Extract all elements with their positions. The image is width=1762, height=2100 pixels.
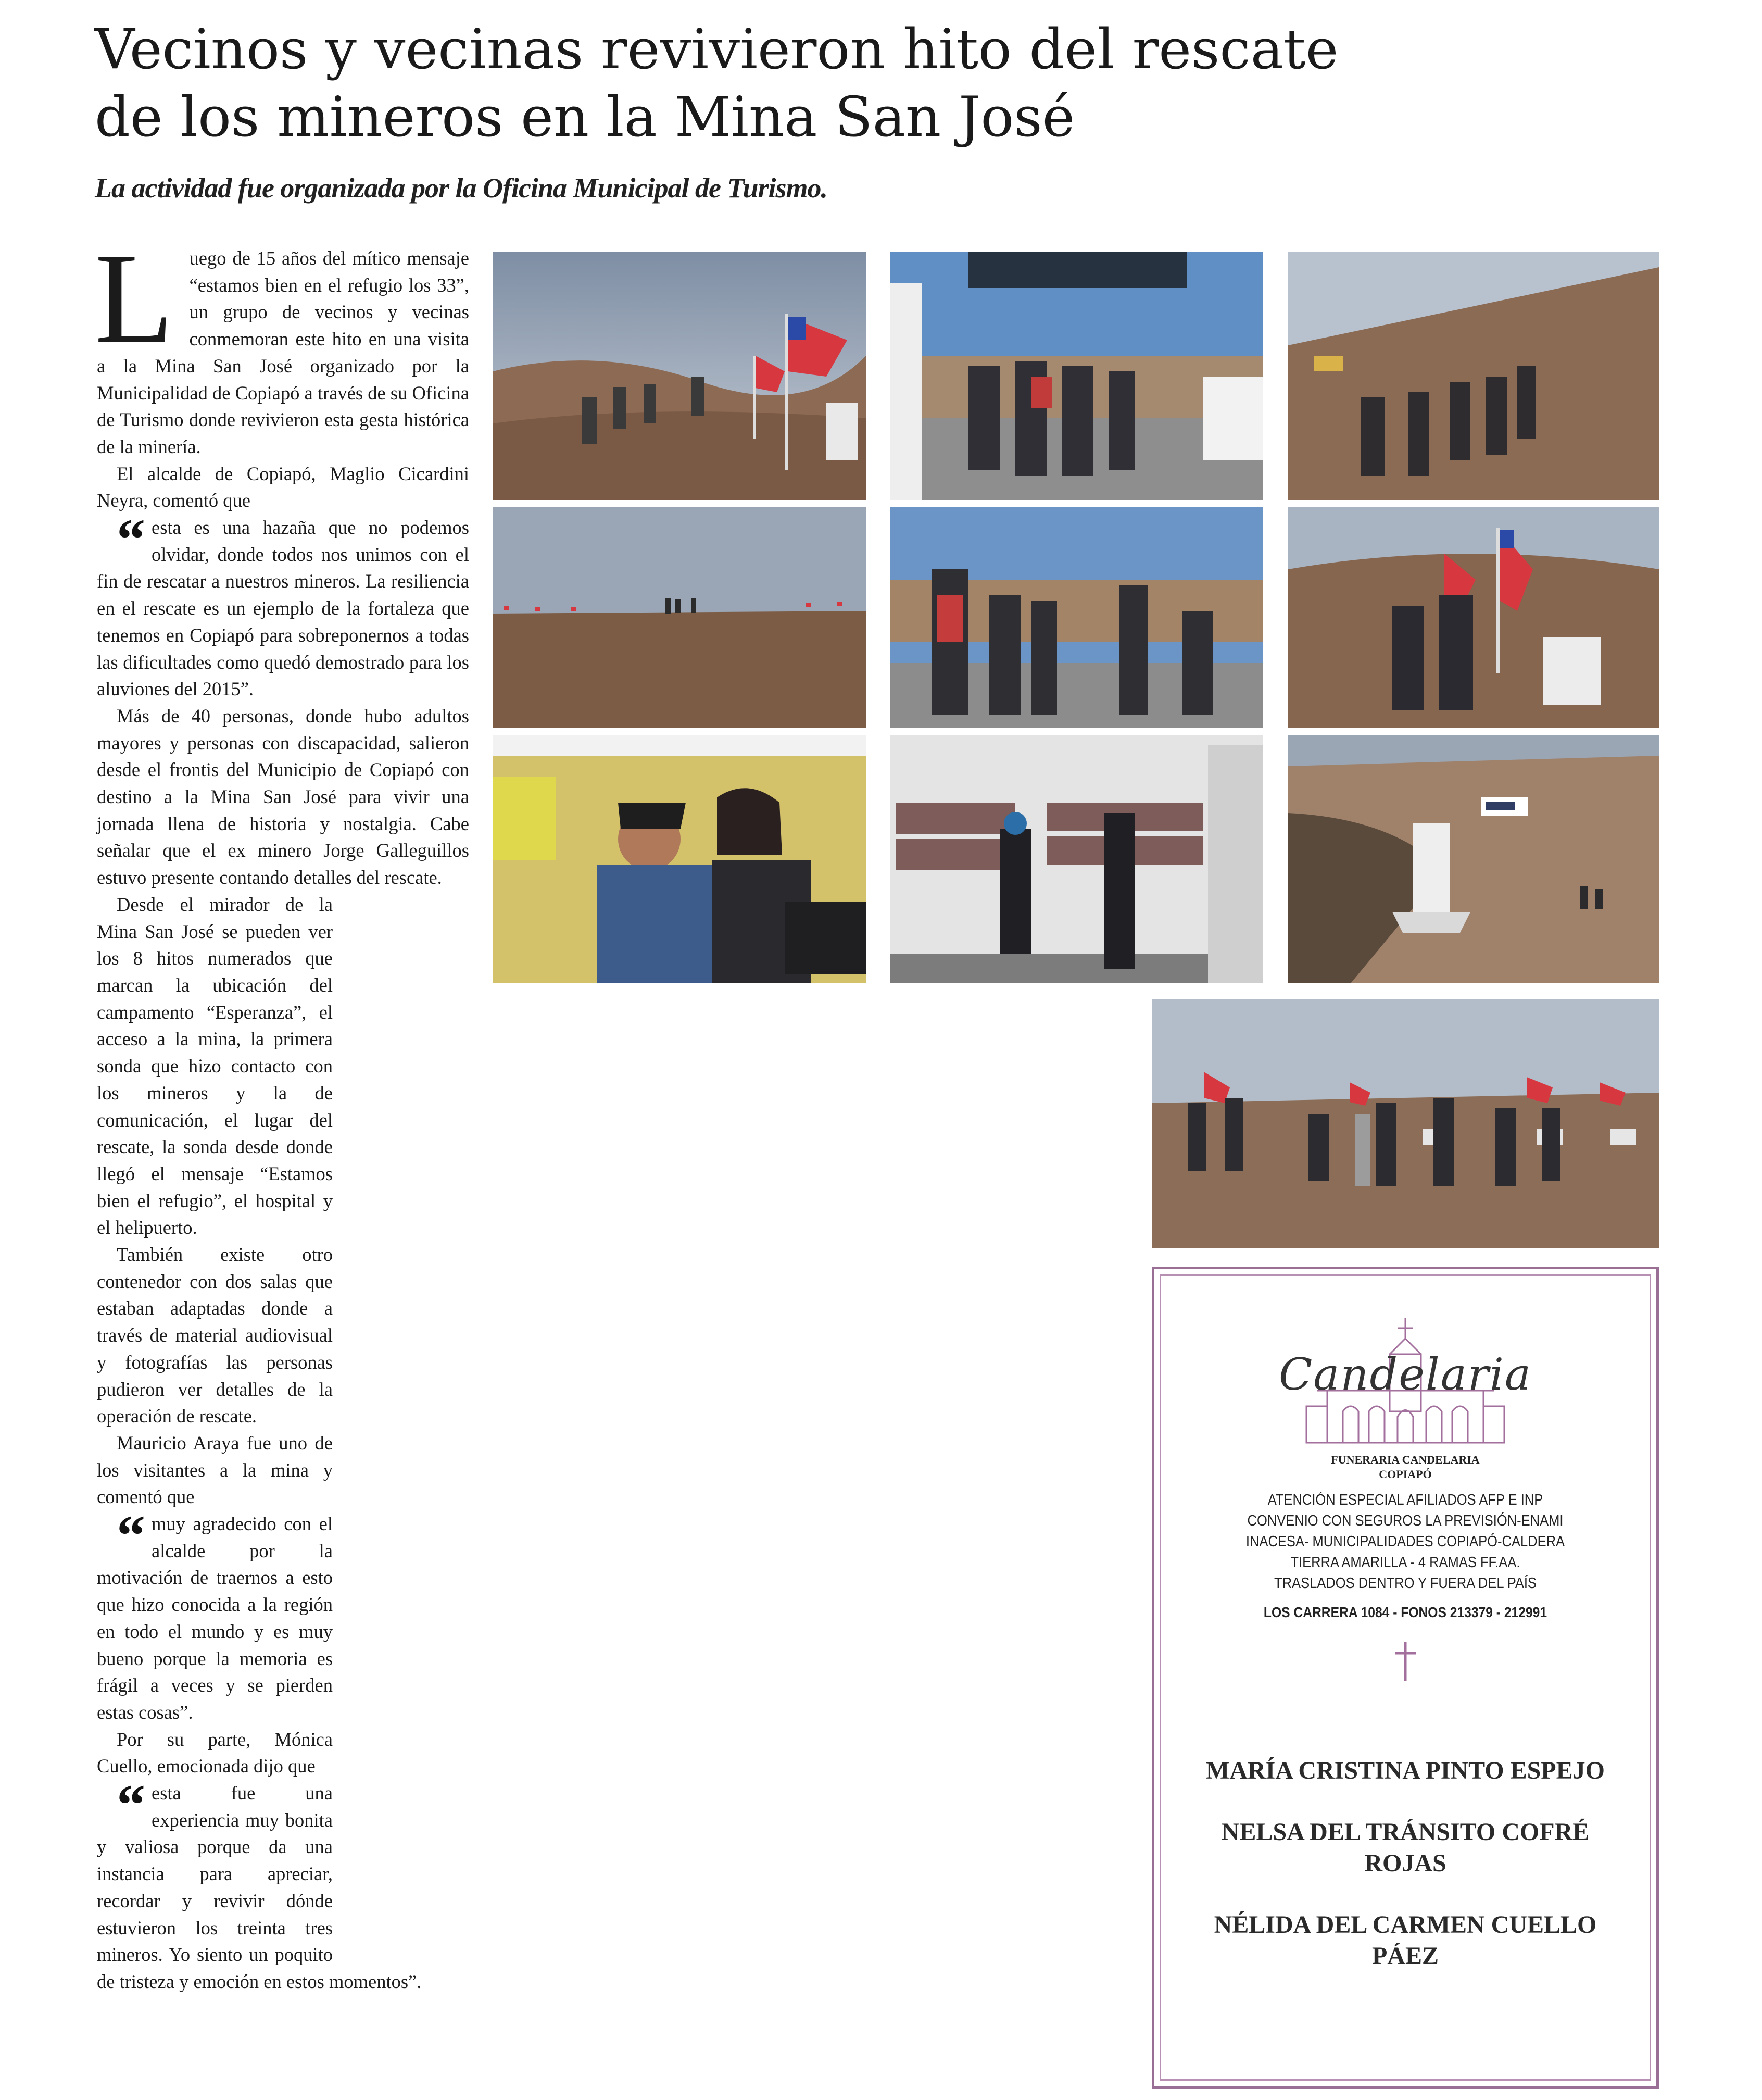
- article-body: [95, 227, 469, 1995]
- funeraria-name: FUNERARIA CANDELARIA: [1331, 1453, 1480, 1466]
- paragraph-7: Por su parte, Mónica Cuello, emocionada dijo que: [97, 1728, 333, 1777]
- paragraph-4: Desde el mirador de la Mina San José se pueden ver los 8 hitos numerados que marcan la ubicación del campamento “Esperanza”, el acceso a la mina, la primera sonda que hizo contacto con los mineros y la de comunicación, el lugar del rescate, la sonda desde donde llegó el mensaje “Estamos bien el refugio”, el hospital y el helipuerto.: [97, 893, 333, 1239]
- deceased-name: NÉLIDA DEL CARMEN CUELLO PÁEZ: [1214, 1911, 1597, 1970]
- paragraph-3: Más de 40 personas, donde hubo adultos mayores y personas con discapacidad, salieron desde el frontis del Municipio de Copiapó con destino a la Mina San José para vivir una jornada llena de historia y nostalgia. Cabe señalar que el ex minero Jorge Galleguillos estuvo presente contando detalles del rescate.: [97, 705, 469, 889]
- service-line: CONVENIO CON SEGUROS LA PREVISIÓN-ENAMI: [1247, 1512, 1564, 1529]
- photo-slope-group: [1288, 252, 1659, 500]
- deceased-name: MARÍA CRISTINA PINTO ESPEJO: [1206, 1757, 1605, 1784]
- deceased-name: NELSA DEL TRÁNSITO COFRÉ ROJAS: [1221, 1818, 1590, 1877]
- service-line: ATENCIÓN ESPECIAL AFILIADOS AFP E INP: [1267, 1492, 1543, 1508]
- quote-3: “ esta fue una experiencia muy bonita y valiosa porque da una instancia para apreciar, recordar y revivir dónde estuvieron los treinta tres mineros. Yo siento un poquito de tristeza y emoción en estos momentos”.: [97, 1773, 422, 1992]
- quote-mark-icon: “: [117, 507, 145, 571]
- paragraph-5: También existe otro contenedor con dos salas que estaban adaptadas donde a través de material audiovisual y fotografías las personas pudieron ver detalles de la operación de rescate.: [97, 1244, 333, 1427]
- headline: [95, 16, 1396, 151]
- quote-2: “ muy agradecido con el alcalde por la motivación de traernos a esto que hizo conocida a la región en todo el mundo y es muy bueno porque la memoria es frágil a veces y se pierden estas cosas”.: [97, 1504, 333, 1723]
- service-line: TIERRA AMARILLA - 4 RAMAS FF.AA.: [1290, 1554, 1520, 1571]
- deceased-names: [1192, 1755, 1618, 2002]
- obituary-inner-frame: [1160, 1274, 1651, 2081]
- subtitle: La actividad fue organizada por la Oficina Municipal de Turismo.: [95, 172, 828, 204]
- photo-bus-passengers: [493, 735, 866, 983]
- headline-line-1: Vecinos y vecinas revivieron hito del rescate: [95, 17, 1339, 81]
- photo-group-walking-flags: [1152, 999, 1659, 1248]
- paragraph-6: Mauricio Araya fue uno de los visitantes a la mina y comentó que: [97, 1432, 333, 1508]
- service-line: INACESA- MUNICIPALIDADES COPIAPÓ-CALDERA: [1245, 1533, 1565, 1550]
- quote-mark-icon: “: [117, 1504, 145, 1568]
- service-line: TRASLADOS DENTRO Y FUERA DEL PAÍS: [1274, 1575, 1537, 1592]
- column-narrow-spacer: [333, 891, 469, 1954]
- quote-1: “ esta es una hazaña que no podemos olvidar, donde todos nos unimos con el fin de rescatar a nuestros mineros. La resiliencia en el rescate es un ejemplo de la fortaleza que tenemos en Copiapó para sobreponernos a todas las dificultades como quedó demostrado para los aluviones del 2015”.: [97, 507, 469, 700]
- quote-mark-icon: “: [117, 1773, 145, 1837]
- paragraph-1: Luego de 15 años del mítico mensaje “estamos bien en el refugio los 33”, un grupo de vecinos y vecinas conmemoran este hito en una visita a la Mina San José organizado por la Municipalidad de Copiapó a través de su Oficina de Turismo donde revivieron esta gesta histórica de la minería.: [95, 227, 469, 457]
- photo-flags-women: [1288, 507, 1659, 728]
- contact-line: LOS CARRERA 1084 - FONOS 213379 - 212991: [1263, 1604, 1547, 1620]
- photo-exhibition-room: [890, 735, 1263, 983]
- logo-script-text: Candelaria: [1279, 1349, 1532, 1400]
- cross-icon: [1393, 1641, 1418, 1682]
- photo-viewpoint-platform: [890, 252, 1263, 500]
- photo-ridge-line: [493, 507, 866, 728]
- headline-line-2: de los mineros en la Mina San José: [95, 85, 1075, 149]
- paragraph-2: El alcalde de Copiapó, Maglio Cicardini Neyra, comentó que: [97, 463, 469, 511]
- drop-cap: L: [95, 227, 174, 370]
- photo-hikers-flags: [493, 252, 866, 500]
- funeraria-city: COPIAPÓ: [1379, 1468, 1432, 1481]
- services-list: [1190, 1490, 1620, 1594]
- candelaria-logo: [1161, 1318, 1650, 1460]
- photo-platform-visitors: [890, 507, 1263, 728]
- obituary-notice: [1152, 1267, 1659, 2089]
- photo-monument-site: [1288, 735, 1659, 983]
